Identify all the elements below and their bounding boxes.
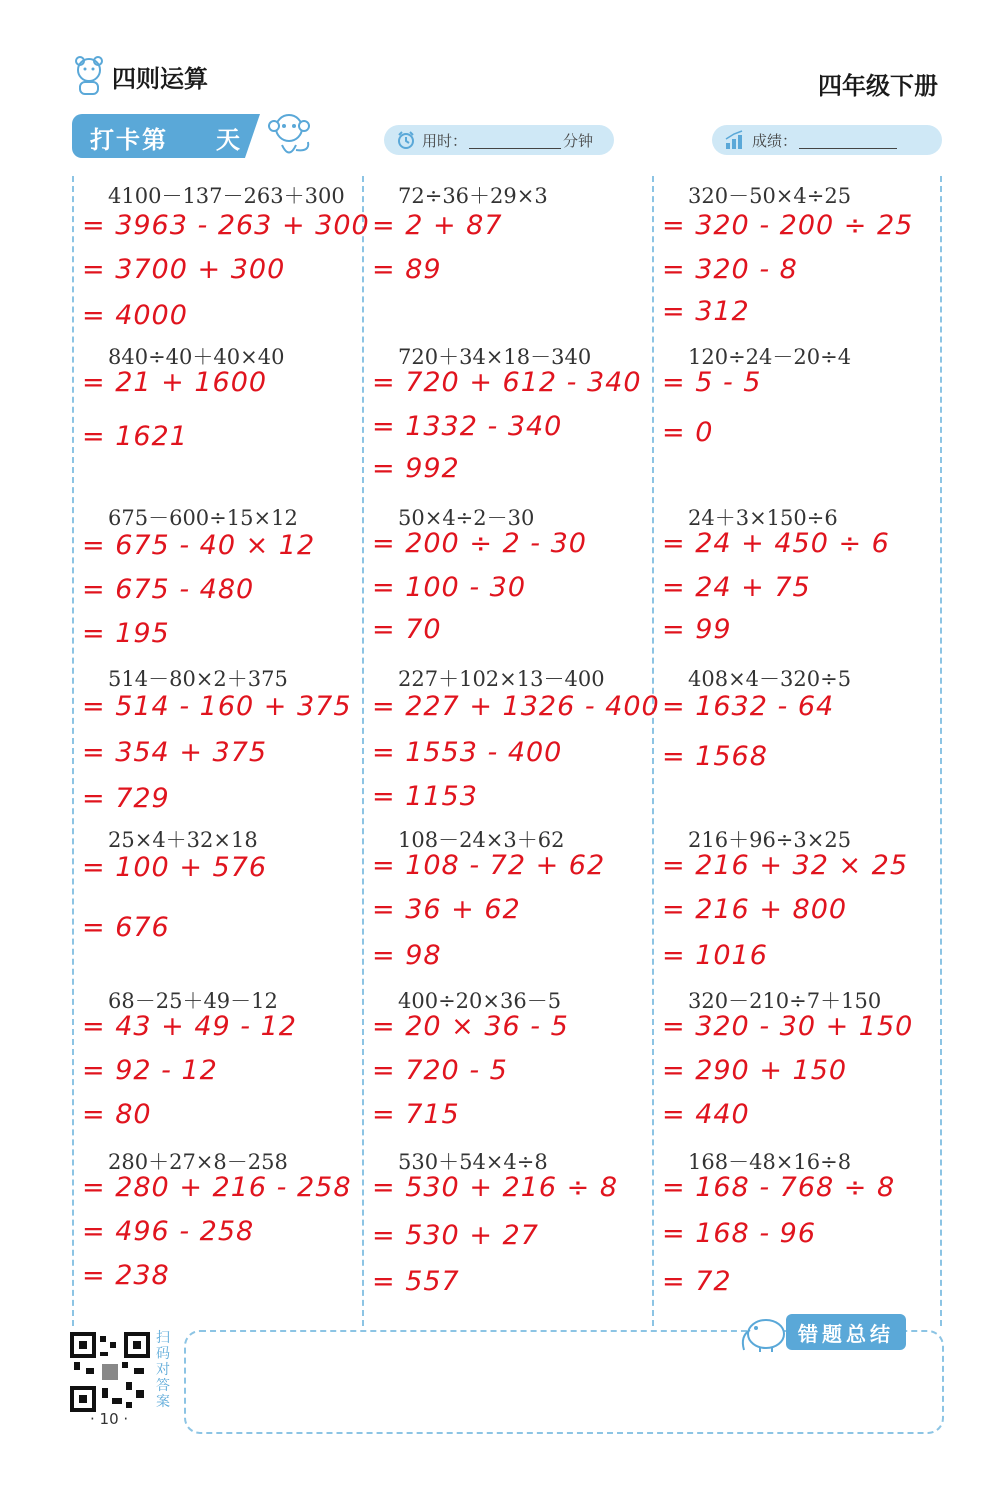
problem-card — [364, 498, 654, 658]
problem-card — [654, 981, 944, 1141]
problem-card — [74, 820, 364, 980]
problem-card — [654, 176, 944, 336]
handwritten-answer-step: = 36 + 62 — [372, 894, 521, 925]
handwritten-answer-step: = 72 — [662, 1266, 732, 1297]
handwritten-answer-step: = 168 - 96 — [662, 1218, 817, 1249]
handwritten-answer-step: = 1621 — [82, 421, 188, 452]
handwritten-answer-step: = 320 - 30 + 150 — [662, 1011, 914, 1042]
problem-card — [364, 981, 654, 1141]
handwritten-answer-step: = 20 × 36 - 5 — [372, 1011, 569, 1042]
handwritten-answer-step: = 216 + 32 × 25 — [662, 850, 909, 881]
handwritten-answer-step: = 0 — [662, 417, 714, 448]
problem-expression: 72÷36＋29×3 — [398, 184, 548, 208]
handwritten-answer-step: = 100 - 30 — [372, 572, 527, 603]
elephant-mascot-icon — [734, 1310, 790, 1354]
qr-code-icon[interactable] — [70, 1332, 150, 1412]
handwritten-answer-step: = 195 — [82, 618, 170, 649]
alarm-clock-icon — [396, 130, 416, 150]
problem-expression: 408×4－320÷5 — [688, 667, 852, 691]
handwritten-answer-step: = 514 - 160 + 375 — [82, 691, 352, 722]
handwritten-answer-step: = 200 ÷ 2 - 30 — [372, 528, 587, 559]
handwritten-answer-step: = 992 — [372, 453, 460, 484]
handwritten-answer-step: = 280 + 216 - 258 — [82, 1172, 352, 1203]
problem-expression: 720＋34×18－340 — [398, 345, 592, 369]
handwritten-answer-step: = 168 - 768 ÷ 8 — [662, 1172, 896, 1203]
problem-expression: 120÷24－20÷4 — [688, 345, 852, 369]
daycard-day-suffix: 天 — [216, 126, 240, 154]
handwritten-answer-step: = 320 - 200 ÷ 25 — [662, 210, 914, 241]
problem-expression: 4100－137－263＋300 — [108, 184, 345, 208]
handwritten-answer-step: = 5 - 5 — [662, 367, 762, 398]
handwritten-answer-step: = 80 — [82, 1099, 152, 1130]
problem-card — [364, 659, 660, 819]
handwritten-answer-step: = 675 - 480 — [82, 574, 255, 605]
problem-card — [74, 498, 364, 658]
handwritten-answer-step: = 238 — [82, 1260, 170, 1291]
handwritten-answer-step: = 1632 - 64 — [662, 691, 835, 722]
score-blank[interactable] — [799, 132, 897, 149]
handwritten-answer-step: = 24 + 75 — [662, 572, 811, 603]
time-field-label: 用时： — [422, 131, 468, 150]
handwritten-answer-step: = 290 + 150 — [662, 1055, 848, 1086]
handwritten-answer-step: = 1153 — [372, 781, 478, 812]
problem-expression: 216＋96÷3×25 — [688, 828, 852, 852]
problem-card — [74, 337, 364, 497]
problem-card — [364, 337, 654, 497]
handwritten-answer-step: = 1016 — [662, 940, 768, 971]
handwritten-answer-step: = 729 — [82, 783, 170, 814]
handwritten-answer-step: = 227 + 1326 - 400 — [372, 691, 660, 722]
handwritten-answer-step: = 3700 + 300 — [82, 254, 286, 285]
problem-expression: 168－48×16÷8 — [688, 1150, 852, 1174]
handwritten-answer-step: = 99 — [662, 614, 732, 645]
page-number: · 10 · — [90, 1410, 129, 1428]
handwritten-answer-step: = 320 - 8 — [662, 254, 798, 285]
problem-expression: 227＋102×13－400 — [398, 667, 605, 691]
problem-card — [74, 1142, 364, 1302]
problem-card — [74, 176, 370, 336]
problem-expression: 50×4÷2－30 — [398, 506, 535, 530]
handwritten-answer-step: = 89 — [372, 254, 442, 285]
handwritten-answer-step: = 24 + 450 ÷ 6 — [662, 528, 890, 559]
problem-expression: 68－25＋49－12 — [108, 989, 278, 1013]
bar-chart-icon — [724, 130, 746, 150]
problem-card — [74, 659, 364, 819]
handwritten-answer-step: = 715 — [372, 1099, 460, 1130]
bear-mascot-icon — [72, 56, 106, 96]
handwritten-answer-step: = 216 + 800 — [662, 894, 848, 925]
handwritten-answer-step: = 2 + 87 — [372, 210, 503, 241]
problem-expression: 400÷20×36－5 — [398, 989, 562, 1013]
handwritten-answer-step: = 100 + 576 — [82, 852, 268, 883]
problem-card — [364, 1142, 654, 1302]
handwritten-answer-step: = 70 — [372, 614, 442, 645]
handwritten-answer-step: = 4000 — [82, 300, 188, 331]
handwritten-answer-step: = 108 - 72 + 62 — [372, 850, 606, 881]
problem-card — [654, 820, 944, 980]
handwritten-answer-step: = 98 — [372, 940, 442, 971]
handwritten-answer-step: = 557 — [372, 1266, 460, 1297]
handwritten-answer-step: = 1332 - 340 — [372, 411, 563, 442]
time-field[interactable] — [384, 125, 614, 155]
problem-expression: 108－24×3＋62 — [398, 828, 565, 852]
handwritten-answer-step: = 530 + 216 ÷ 8 — [372, 1172, 619, 1203]
problem-card — [364, 176, 654, 336]
problem-expression: 280＋27×8－258 — [108, 1150, 288, 1174]
problem-expression: 320－210÷7＋150 — [688, 989, 882, 1013]
problem-card — [74, 981, 364, 1141]
time-blank[interactable] — [469, 132, 561, 149]
score-field[interactable] — [712, 125, 942, 155]
problem-expression: 514－80×2＋375 — [108, 667, 288, 691]
handwritten-answer-step: = 354 + 375 — [82, 737, 268, 768]
problem-card — [654, 337, 944, 497]
handwritten-answer-step: = 43 + 49 - 12 — [82, 1011, 297, 1042]
monkey-mascot-icon — [262, 108, 316, 162]
daycard-label: 打卡第 — [90, 126, 168, 154]
problem-expression: 320－50×4÷25 — [688, 184, 852, 208]
problem-card — [654, 498, 944, 658]
problem-expression: 24＋3×150÷6 — [688, 506, 838, 530]
handwritten-answer-step: = 675 - 40 × 12 — [82, 530, 316, 561]
handwritten-answer-step: = 21 + 1600 — [82, 367, 268, 398]
handwritten-answer-step: = 312 — [662, 296, 750, 327]
mistake-summary-tab: 错题总结 — [786, 1314, 906, 1350]
problem-expression: 25×4＋32×18 — [108, 828, 258, 852]
handwritten-answer-step: = 92 - 12 — [82, 1055, 218, 1086]
problem-card — [654, 1142, 944, 1302]
problem-expression: 840÷40＋40×40 — [108, 345, 285, 369]
grade-label: 四年级下册 — [818, 72, 938, 100]
handwritten-answer-step: = 720 - 5 — [372, 1055, 508, 1086]
handwritten-answer-step: = 1553 - 400 — [372, 737, 563, 768]
score-field-label: 成绩： — [752, 131, 798, 150]
topic-title: 四则运算 — [112, 64, 208, 93]
problem-expression: 675－600÷15×12 — [108, 506, 298, 530]
time-field-unit: 分钟 — [563, 131, 594, 150]
handwritten-answer-step: = 496 - 258 — [82, 1216, 255, 1247]
handwritten-answer-step: = 3963 - 263 + 300 — [82, 210, 370, 241]
header-left — [72, 56, 208, 96]
problem-expression: 530＋54×4÷8 — [398, 1150, 548, 1174]
handwritten-answer-step: = 676 — [82, 912, 170, 943]
problem-card — [364, 820, 654, 980]
handwritten-answer-step: = 1568 — [662, 741, 768, 772]
handwritten-answer-step: = 440 — [662, 1099, 750, 1130]
handwritten-answer-step: = 720 + 612 - 340 — [372, 367, 642, 398]
problem-card — [654, 659, 944, 819]
qr-caption: 扫码对答案 — [156, 1330, 170, 1410]
handwritten-answer-step: = 530 + 27 — [372, 1220, 539, 1251]
